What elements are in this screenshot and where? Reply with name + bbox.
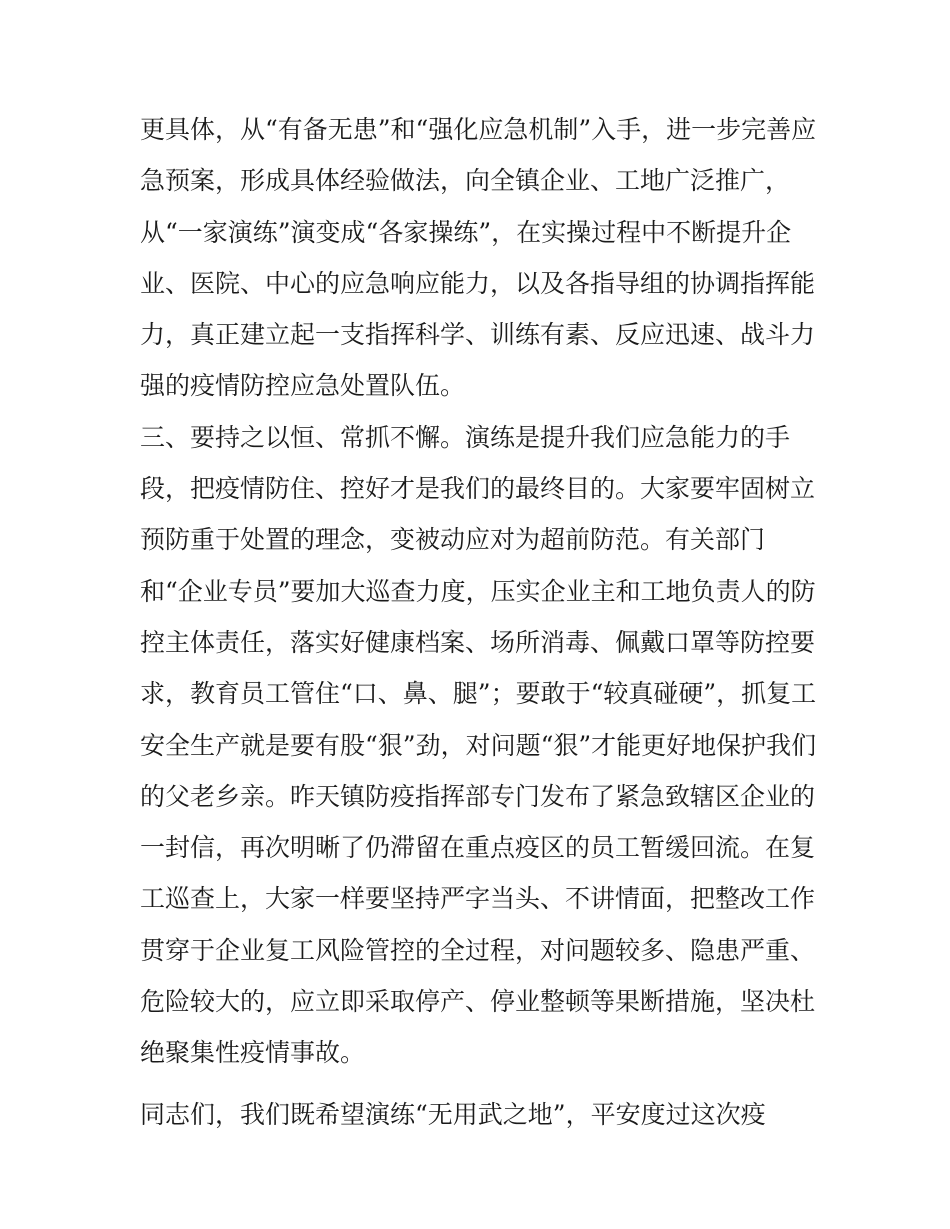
text-line-18: 危险较大的，应立即采取停产、停业整顿等果断措施，坚决杜: [140, 987, 816, 1017]
text-line-9: 预防重于处置的理念，变被动应对为超前防范。有关部门: [140, 525, 766, 555]
section-three-heading-line: 三、要持之以恒、常抓不懈。演练是提升我们应急能力的手: [140, 422, 791, 452]
text-line-11: 控主体责任，落实好健康档案、场所消毒、佩戴口罩等防控要: [140, 627, 816, 657]
text-line-3: 从“一家演练”演变成“各家操练”，在实操过程中不断提升企: [140, 217, 792, 247]
text-line-4: 业、医院、中心的应急响应能力，以及各指导组的协调指挥能: [140, 268, 816, 298]
text-line-12: 求，教育员工管住“口、鼻、腿”；要敢于“较真碰硬”，抓复工: [140, 679, 817, 709]
text-line-8: 段，把疫情防住、控好才是我们的最终目的。大家要牢固树立: [140, 474, 816, 504]
text-line-14: 的父老乡亲。昨天镇防疫指挥部专门发布了紧急致辖区企业的: [140, 781, 816, 811]
text-line-13: 安全生产就是要有股“狠”劲，对问题“狠”才能更好地保护我们: [140, 730, 817, 760]
text-line-2: 急预案，形成具体经验做法，向全镇企业、工地广泛推广，: [140, 166, 791, 196]
text-line-19: 绝聚集性疫情事故。: [140, 1038, 366, 1068]
text-line-16: 工巡查上，大家一样要坚持严字当头、不讲情面，把整改工作: [140, 884, 816, 914]
closing-paragraph-line: 同志们，我们既希望演练“无用武之地”，平安度过这次疫: [140, 1099, 766, 1129]
text-line-6: 强的疫情防控应急处置队伍。: [140, 371, 466, 401]
paragraph-gap: [140, 1079, 820, 1089]
text-line-5: 力，真正建立起一支指挥科学、训练有素、反应迅速、战斗力: [140, 320, 816, 350]
text-line-17: 贯穿于企业复工风险管控的全过程，对问题较多、隐患严重、: [140, 935, 816, 965]
text-line-10: 和“企业专员”要加大巡查力度，压实企业主和工地负责人的防: [140, 576, 816, 606]
text-line-1: 更具体，从“有备无患”和“强化应急机制”入手，进一步完善应: [140, 115, 817, 144]
text-line-15: 一封信，再次明晰了仍滞留在重点疫区的员工暂缓回流。在复: [140, 833, 816, 863]
body-text: [140, 104, 820, 1140]
